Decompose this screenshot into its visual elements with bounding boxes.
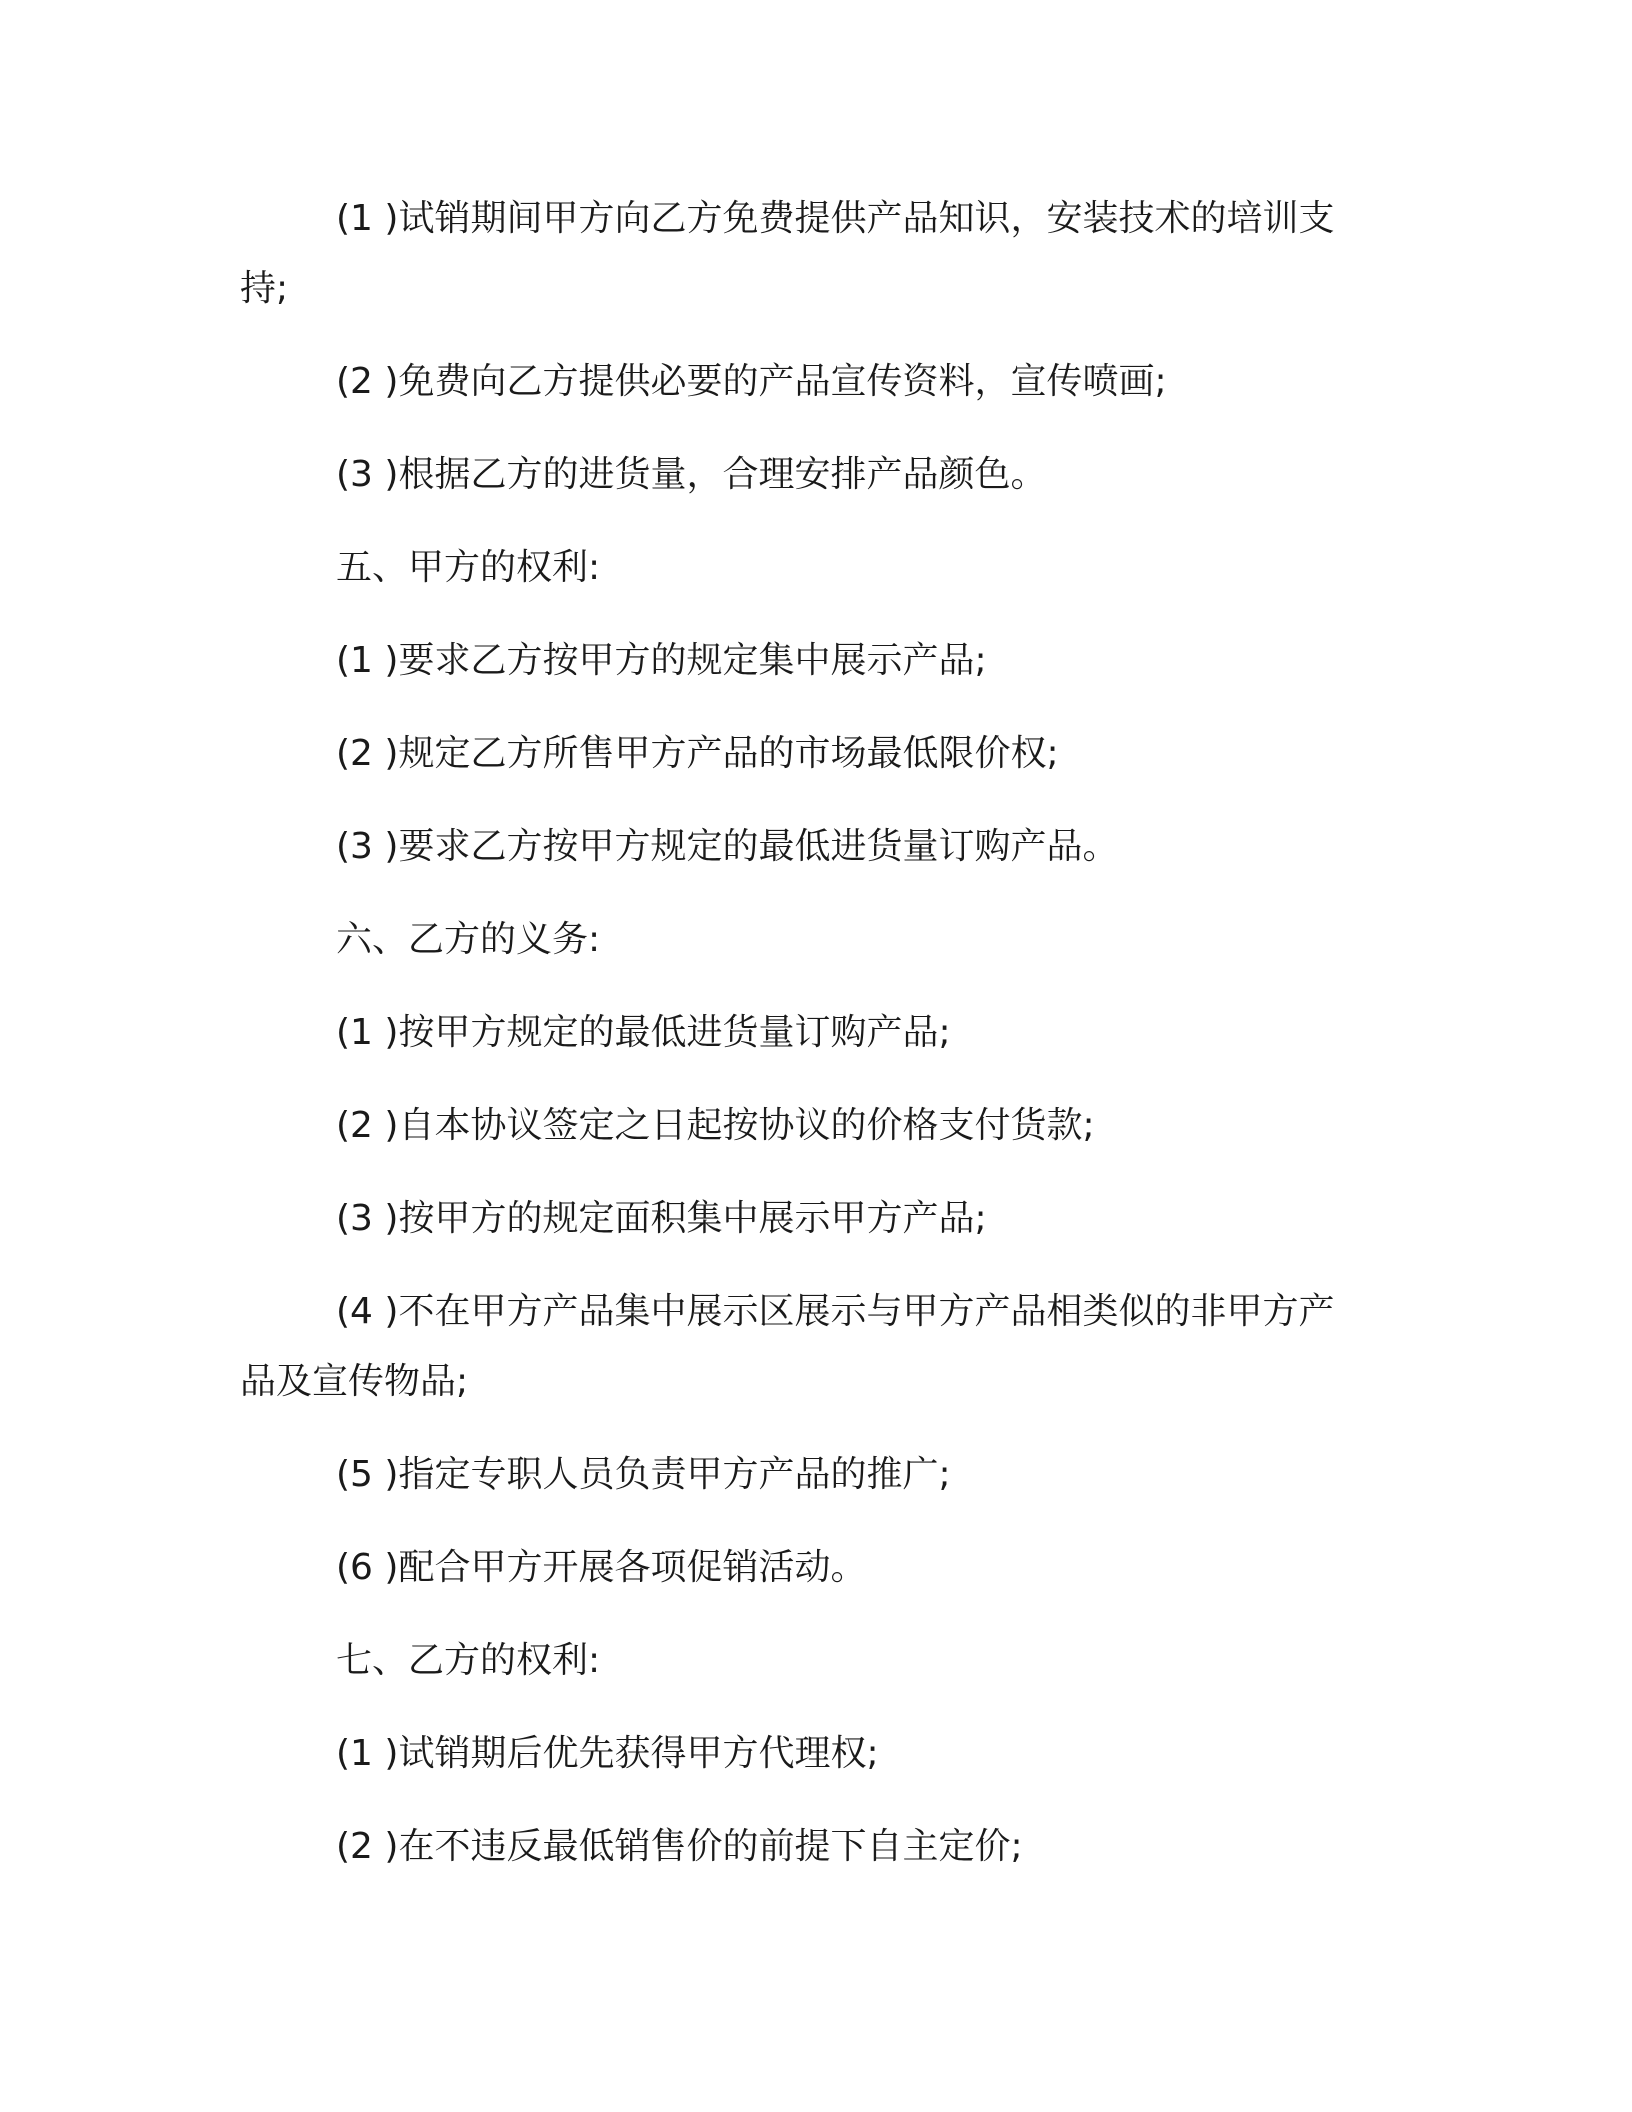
paragraph: (3 )要求乙方按甲方规定的最低进货量订购产品。	[336, 826, 1119, 867]
paragraph: (2 )免费向乙方提供必要的产品宣传资料，宣传喷画;	[336, 361, 1167, 402]
section-heading: 六、乙方的义务:	[336, 919, 601, 960]
section-heading: 七、乙方的权利:	[336, 1640, 601, 1681]
paragraph: (5 )指定专职人员负责甲方产品的推广;	[336, 1454, 951, 1495]
section-heading: 五、甲方的权利:	[336, 547, 601, 588]
paragraph: (3 )按甲方的规定面积集中展示甲方产品;	[336, 1198, 987, 1239]
paragraph: (4 )不在甲方产品集中展示区展示与甲方产品相类似的非甲方产品及宣传物品;	[240, 1291, 1335, 1402]
paragraph: (2 )在不违反最低销售价的前提下自主定价;	[336, 1826, 1023, 1867]
paragraph: (1 )要求乙方按甲方的规定集中展示产品;	[336, 640, 987, 681]
paragraph: (1 )试销期间甲方向乙方免费提供产品知识，安装技术的培训支持;	[240, 198, 1335, 309]
paragraph: (1 )按甲方规定的最低进货量订购产品;	[336, 1012, 951, 1053]
paragraph: (1 )试销期后优先获得甲方代理权;	[336, 1733, 879, 1774]
paragraph: (6 )配合甲方开展各项促销活动。	[336, 1547, 867, 1588]
paragraph: (2 )自本协议签定之日起按协议的价格支付货款;	[336, 1105, 1095, 1146]
paragraph: (3 )根据乙方的进货量，合理安排产品颜色。	[336, 454, 1047, 495]
paragraph: (2 )规定乙方所售甲方产品的市场最低限价权;	[336, 733, 1059, 774]
document-body	[240, 184, 1360, 1905]
